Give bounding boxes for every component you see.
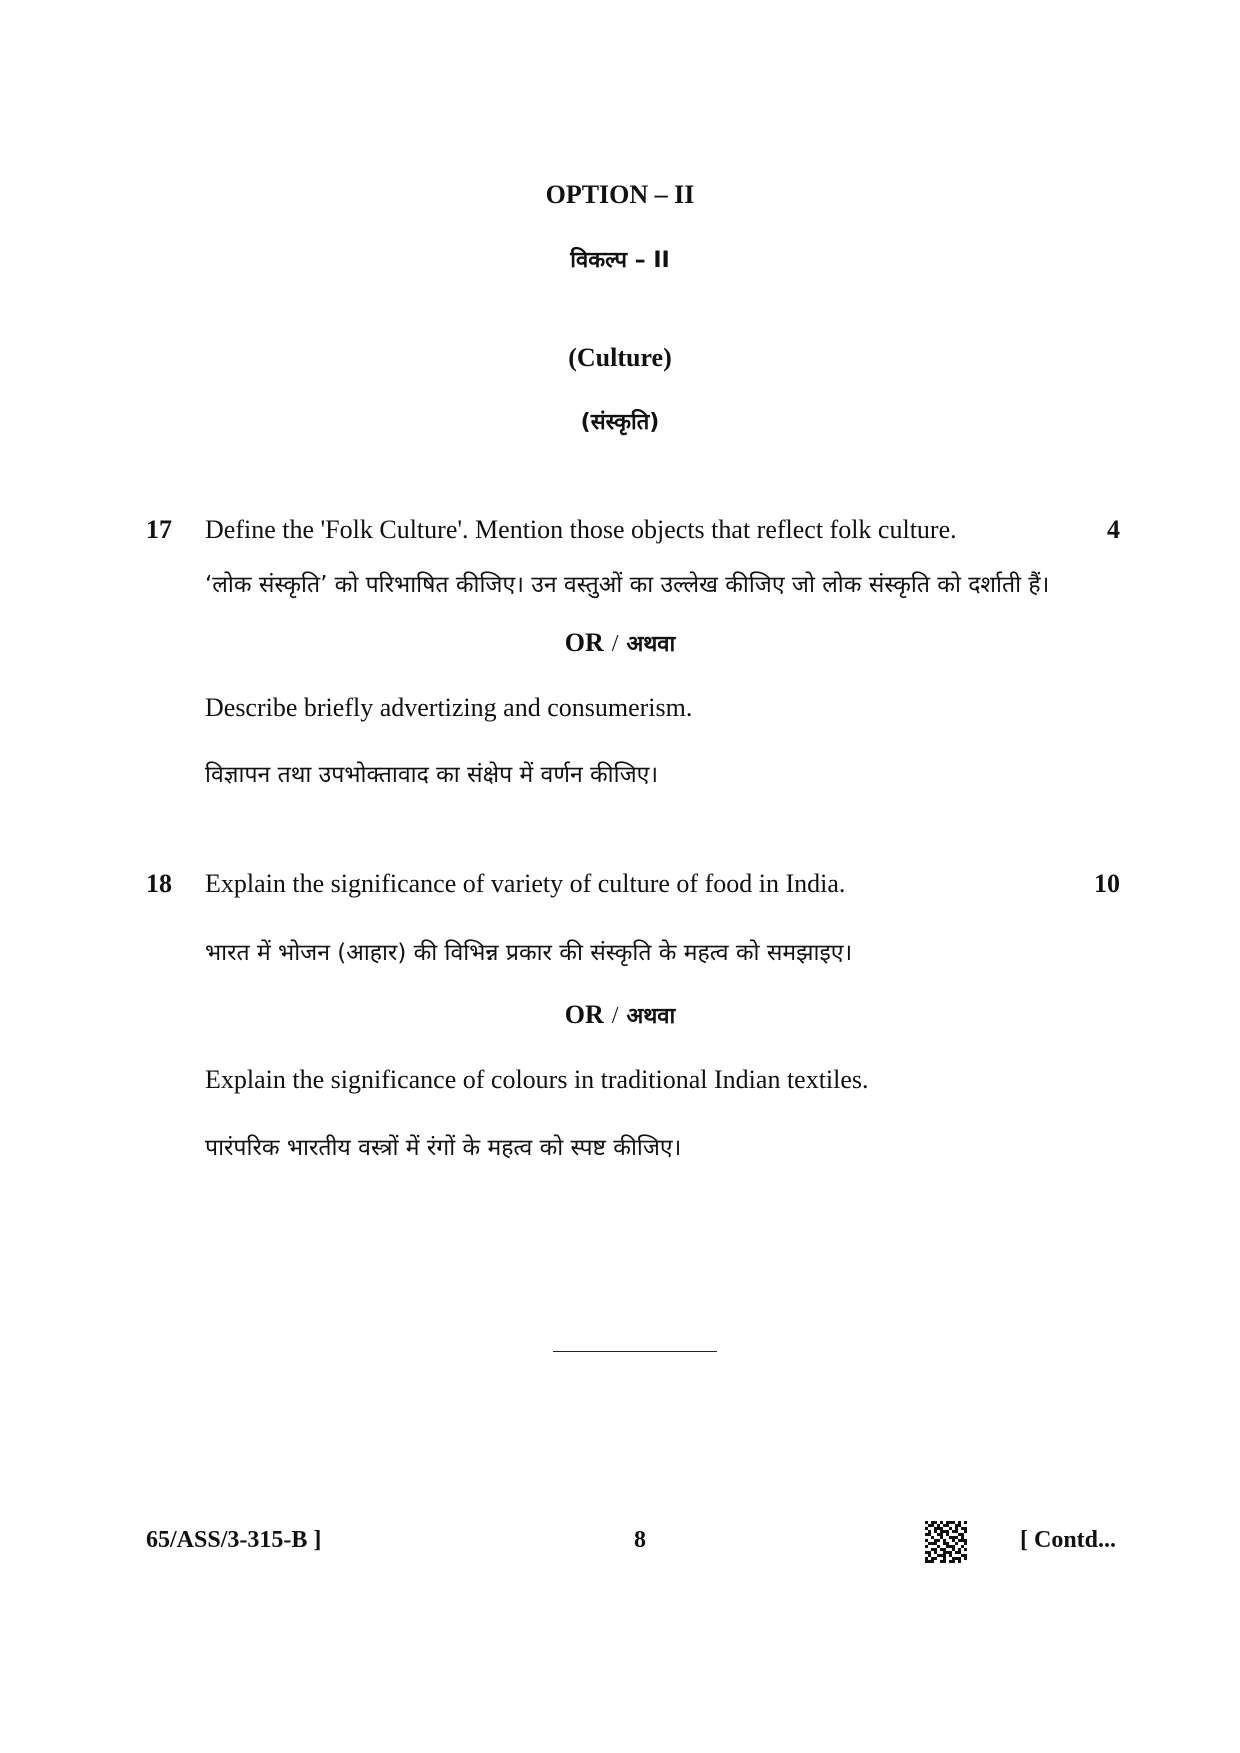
end-of-section-rule (553, 1351, 717, 1352)
question-text-hindi: भारत में भोजन (आहार) की विभिन्न प्रकार की संस्कृति के महत्व को समझाइए। (205, 940, 853, 966)
alternative-question-text-hindi: पारंपरिक भारतीय वस्त्रों में रंगों के महत्व को स्पष्ट कीजिए। (205, 1135, 682, 1161)
question-marks: 4 (1107, 515, 1120, 544)
or-label: OR (564, 628, 604, 657)
option-heading-hindi: विकल्प – II (570, 248, 670, 273)
or-label-hindi: अथवा (626, 632, 676, 657)
alternative-question-text: Explain the significance of colours in traditional Indian textiles. (205, 1065, 869, 1094)
alternative-question-text: Describe briefly advertizing and consumerism. (205, 693, 693, 722)
question-text-hindi: ‘लोक संस्कृति’ को परिभाषित कीजिए। उन वस्तुओं का उल्लेख कीजिए जो लोक संस्कृति को दर्शाती हैं। (205, 572, 1050, 598)
question-marks: 10 (1094, 869, 1120, 898)
continued-label: [ Contd... (1020, 1527, 1117, 1553)
paper-code: 65/ASS/3-315-B ] (146, 1527, 322, 1553)
question-number: 17 (146, 515, 172, 544)
subject-heading-hindi: (संस्कृति) (580, 410, 660, 435)
or-divider (0, 1000, 1240, 1030)
qr-code-icon (925, 1521, 967, 1563)
option-heading: OPTION – II (545, 180, 695, 209)
page-number: 8 (634, 1527, 646, 1553)
subject-heading: (Culture) (568, 343, 672, 372)
alternative-question-text-hindi: विज्ञापन तथा उपभोक्तावाद का संक्षेप में वर्णन कीजिए। (205, 762, 659, 788)
question-text: Explain the significance of variety of culture of food in India. (205, 869, 846, 898)
or-label-hindi: अथवा (626, 1004, 676, 1029)
question-number: 18 (146, 869, 172, 898)
or-separator: / (611, 1003, 619, 1029)
or-divider (0, 628, 1240, 658)
or-label: OR (564, 1000, 604, 1029)
question-text: Define the 'Folk Culture'. Mention those objects that reflect folk culture. (205, 515, 957, 544)
or-separator: / (611, 631, 619, 657)
